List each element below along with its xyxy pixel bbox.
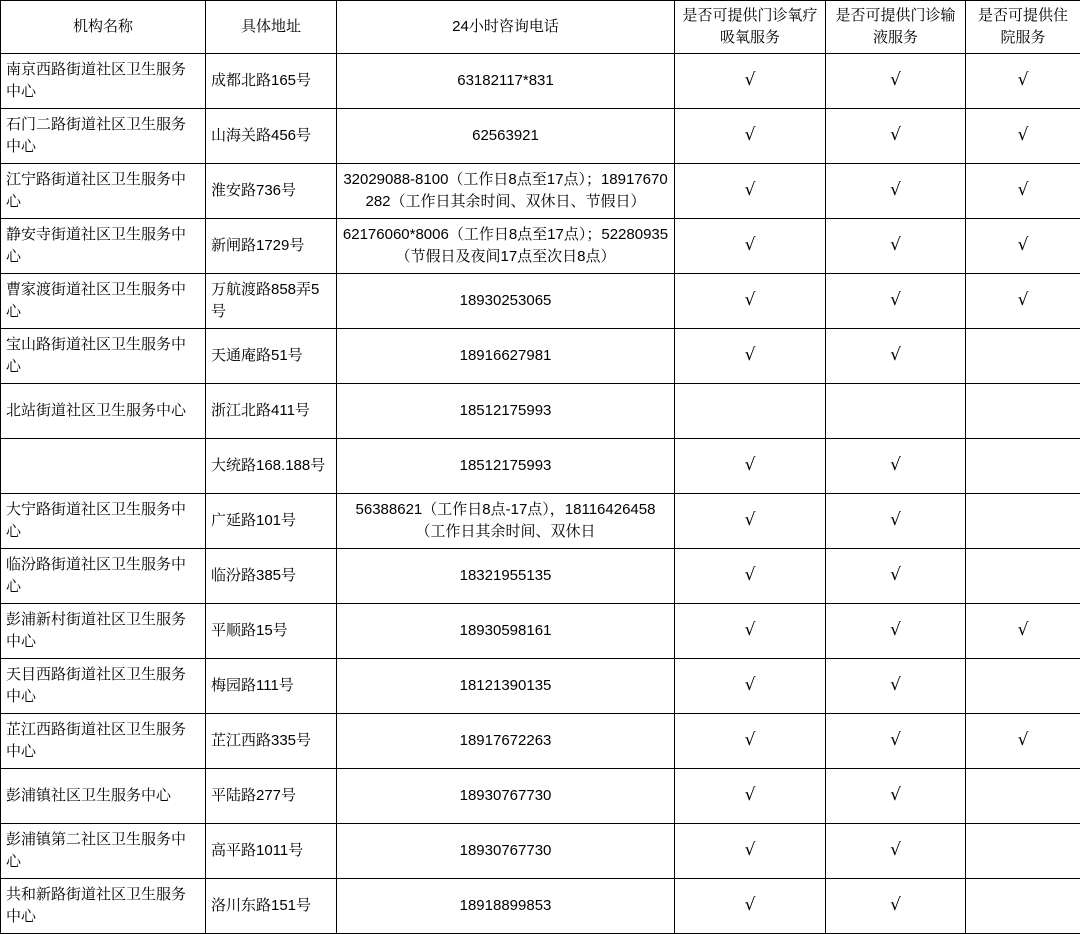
cell-oxygen xyxy=(675,218,826,273)
cell-inpatient xyxy=(966,713,1080,768)
cell-address: 平顺路15号 xyxy=(206,603,337,658)
check-mark-icon: √ xyxy=(745,512,756,529)
check-mark-icon: √ xyxy=(745,182,756,199)
cell-org-name: 宝山路街道社区卫生服务中心 xyxy=(1,328,206,383)
cell-org-name: 曹家渡街道社区卫生服务中心 xyxy=(1,273,206,328)
check-mark-icon: √ xyxy=(745,677,756,694)
cell-infusion xyxy=(826,383,966,438)
cell-address: 芷江西路335号 xyxy=(206,713,337,768)
cell-address: 平陆路277号 xyxy=(206,768,337,823)
table-row xyxy=(1,218,1080,273)
check-mark-icon: √ xyxy=(890,292,901,309)
check-mark-icon: √ xyxy=(890,237,901,254)
cell-infusion xyxy=(826,328,966,383)
cell-org-name: 大宁路街道社区卫生服务中心 xyxy=(1,493,206,548)
check-mark-icon: √ xyxy=(890,72,901,89)
cell-oxygen xyxy=(675,383,826,438)
cell-phone: 56388621（工作日8点-17点），18116426458（工作日其余时间、双休日 xyxy=(337,493,675,548)
table-row xyxy=(1,53,1080,108)
cell-address: 成都北路165号 xyxy=(206,53,337,108)
check-mark-icon: √ xyxy=(890,457,901,474)
cell-oxygen xyxy=(675,768,826,823)
check-mark-icon: √ xyxy=(890,182,901,199)
cell-infusion xyxy=(826,163,966,218)
cell-org-name: 天目西路街道社区卫生服务中心 xyxy=(1,658,206,713)
cell-inpatient xyxy=(966,108,1080,163)
cell-org-name: 彭浦镇第二社区卫生服务中心 xyxy=(1,823,206,878)
check-mark-icon: √ xyxy=(1018,622,1029,639)
check-mark-icon: √ xyxy=(745,347,756,364)
check-mark-icon: √ xyxy=(745,897,756,914)
check-mark-icon: √ xyxy=(745,842,756,859)
check-mark-icon: √ xyxy=(745,457,756,474)
cell-address: 浙江北路411号 xyxy=(206,383,337,438)
cell-inpatient xyxy=(966,548,1080,603)
cell-infusion xyxy=(826,768,966,823)
cell-infusion xyxy=(826,658,966,713)
check-mark-icon: √ xyxy=(745,72,756,89)
cell-oxygen xyxy=(675,163,826,218)
cell-address: 梅园路111号 xyxy=(206,658,337,713)
cell-infusion xyxy=(826,218,966,273)
cell-inpatient xyxy=(966,823,1080,878)
cell-oxygen xyxy=(675,108,826,163)
cell-phone: 18121390135 xyxy=(337,658,675,713)
check-mark-icon: √ xyxy=(1018,237,1029,254)
table-header-row xyxy=(1,1,1080,54)
cell-oxygen xyxy=(675,548,826,603)
table-header xyxy=(1,1,1080,54)
cell-org-name: 彭浦新村街道社区卫生服务中心 xyxy=(1,603,206,658)
cell-phone: 18512175993 xyxy=(337,383,675,438)
cell-address: 高平路1011号 xyxy=(206,823,337,878)
cell-org-name: 彭浦镇社区卫生服务中心 xyxy=(1,768,206,823)
cell-infusion xyxy=(826,108,966,163)
table-row xyxy=(1,548,1080,603)
cell-org-name: 静安寺街道社区卫生服务中心 xyxy=(1,218,206,273)
check-mark-icon: √ xyxy=(890,677,901,694)
cell-address: 天通庵路51号 xyxy=(206,328,337,383)
cell-oxygen xyxy=(675,53,826,108)
check-mark-icon: √ xyxy=(745,622,756,639)
table-row xyxy=(1,603,1080,658)
cell-inpatient xyxy=(966,603,1080,658)
cell-infusion xyxy=(826,878,966,933)
cell-phone: 18916627981 xyxy=(337,328,675,383)
cell-org-name: 共和新路街道社区卫生服务中心 xyxy=(1,878,206,933)
table-row xyxy=(1,383,1080,438)
cell-org-name xyxy=(1,438,206,493)
table-row xyxy=(1,438,1080,493)
cell-org-name: 芷江西路街道社区卫生服务中心 xyxy=(1,713,206,768)
table-body xyxy=(1,53,1080,933)
cell-oxygen xyxy=(675,493,826,548)
table-row xyxy=(1,493,1080,548)
cell-address: 万航渡路858弄5号 xyxy=(206,273,337,328)
cell-inpatient xyxy=(966,383,1080,438)
check-mark-icon: √ xyxy=(890,787,901,804)
table-row xyxy=(1,823,1080,878)
cell-phone: 32029088-8100（工作日8点至17点）；18917670282（工作日其余时间、双休日、节假日） xyxy=(337,163,675,218)
check-mark-icon: √ xyxy=(890,347,901,364)
cell-infusion xyxy=(826,493,966,548)
cell-org-name: 石门二路街道社区卫生服务中心 xyxy=(1,108,206,163)
check-mark-icon: √ xyxy=(890,732,901,749)
check-mark-icon: √ xyxy=(890,512,901,529)
check-mark-icon: √ xyxy=(1018,292,1029,309)
cell-inpatient xyxy=(966,768,1080,823)
cell-org-name: 临汾路街道社区卫生服务中心 xyxy=(1,548,206,603)
cell-phone: 18930598161 xyxy=(337,603,675,658)
check-mark-icon: √ xyxy=(745,292,756,309)
cell-infusion xyxy=(826,713,966,768)
cell-address: 广延路101号 xyxy=(206,493,337,548)
table-row xyxy=(1,713,1080,768)
cell-infusion xyxy=(826,823,966,878)
column-header-org-name: 机构名称 xyxy=(1,1,206,54)
cell-org-name: 江宁路街道社区卫生服务中心 xyxy=(1,163,206,218)
table-row xyxy=(1,658,1080,713)
cell-infusion xyxy=(826,53,966,108)
cell-oxygen xyxy=(675,273,826,328)
cell-phone: 63182117*831 xyxy=(337,53,675,108)
column-header-phone: 24小时咨询电话 xyxy=(337,1,675,54)
cell-oxygen xyxy=(675,328,826,383)
check-mark-icon: √ xyxy=(745,732,756,749)
cell-oxygen xyxy=(675,878,826,933)
cell-oxygen xyxy=(675,603,826,658)
check-mark-icon: √ xyxy=(890,842,901,859)
cell-inpatient xyxy=(966,328,1080,383)
cell-inpatient xyxy=(966,878,1080,933)
check-mark-icon: √ xyxy=(745,237,756,254)
cell-address: 大统路168.188号 xyxy=(206,438,337,493)
check-mark-icon: √ xyxy=(890,897,901,914)
check-mark-icon: √ xyxy=(745,787,756,804)
cell-phone: 18930767730 xyxy=(337,768,675,823)
cell-address: 临汾路385号 xyxy=(206,548,337,603)
table-row xyxy=(1,878,1080,933)
cell-address: 新闸路1729号 xyxy=(206,218,337,273)
cell-address: 淮安路736号 xyxy=(206,163,337,218)
check-mark-icon: √ xyxy=(1018,72,1029,89)
cell-infusion xyxy=(826,273,966,328)
column-header-inpatient: 是否可提供住院服务 xyxy=(966,1,1080,54)
cell-infusion xyxy=(826,603,966,658)
column-header-oxygen: 是否可提供门诊氧疗吸氧服务 xyxy=(675,1,826,54)
cell-phone: 18917672263 xyxy=(337,713,675,768)
table-row xyxy=(1,273,1080,328)
cell-inpatient xyxy=(966,493,1080,548)
check-mark-icon: √ xyxy=(890,127,901,144)
table-row xyxy=(1,768,1080,823)
cell-inpatient xyxy=(966,218,1080,273)
cell-oxygen xyxy=(675,658,826,713)
cell-phone: 18930253065 xyxy=(337,273,675,328)
cell-infusion xyxy=(826,548,966,603)
cell-phone: 62176060*8006（工作日8点至17点）；52280935（节假日及夜间17点至次日8点） xyxy=(337,218,675,273)
cell-phone: 18930767730 xyxy=(337,823,675,878)
cell-phone: 18918899853 xyxy=(337,878,675,933)
cell-phone: 18321955135 xyxy=(337,548,675,603)
table-row xyxy=(1,163,1080,218)
check-mark-icon: √ xyxy=(1018,182,1029,199)
cell-oxygen xyxy=(675,823,826,878)
table-row xyxy=(1,108,1080,163)
cell-phone: 62563921 xyxy=(337,108,675,163)
table-row xyxy=(1,328,1080,383)
cell-inpatient xyxy=(966,163,1080,218)
cell-oxygen xyxy=(675,438,826,493)
cell-infusion xyxy=(826,438,966,493)
cell-inpatient xyxy=(966,658,1080,713)
check-mark-icon: √ xyxy=(1018,127,1029,144)
cell-address: 山海关路456号 xyxy=(206,108,337,163)
cell-inpatient xyxy=(966,53,1080,108)
check-mark-icon: √ xyxy=(745,567,756,584)
column-header-infusion: 是否可提供门诊输液服务 xyxy=(826,1,966,54)
cell-oxygen xyxy=(675,713,826,768)
cell-address: 洛川东路151号 xyxy=(206,878,337,933)
cell-inpatient xyxy=(966,273,1080,328)
check-mark-icon: √ xyxy=(890,567,901,584)
cell-org-name: 北站街道社区卫生服务中心 xyxy=(1,383,206,438)
check-mark-icon: √ xyxy=(1018,732,1029,749)
cell-org-name: 南京西路街道社区卫生服务中心 xyxy=(1,53,206,108)
cell-inpatient xyxy=(966,438,1080,493)
column-header-address: 具体地址 xyxy=(206,1,337,54)
check-mark-icon: √ xyxy=(745,127,756,144)
check-mark-icon: √ xyxy=(890,622,901,639)
cell-phone: 18512175993 xyxy=(337,438,675,493)
